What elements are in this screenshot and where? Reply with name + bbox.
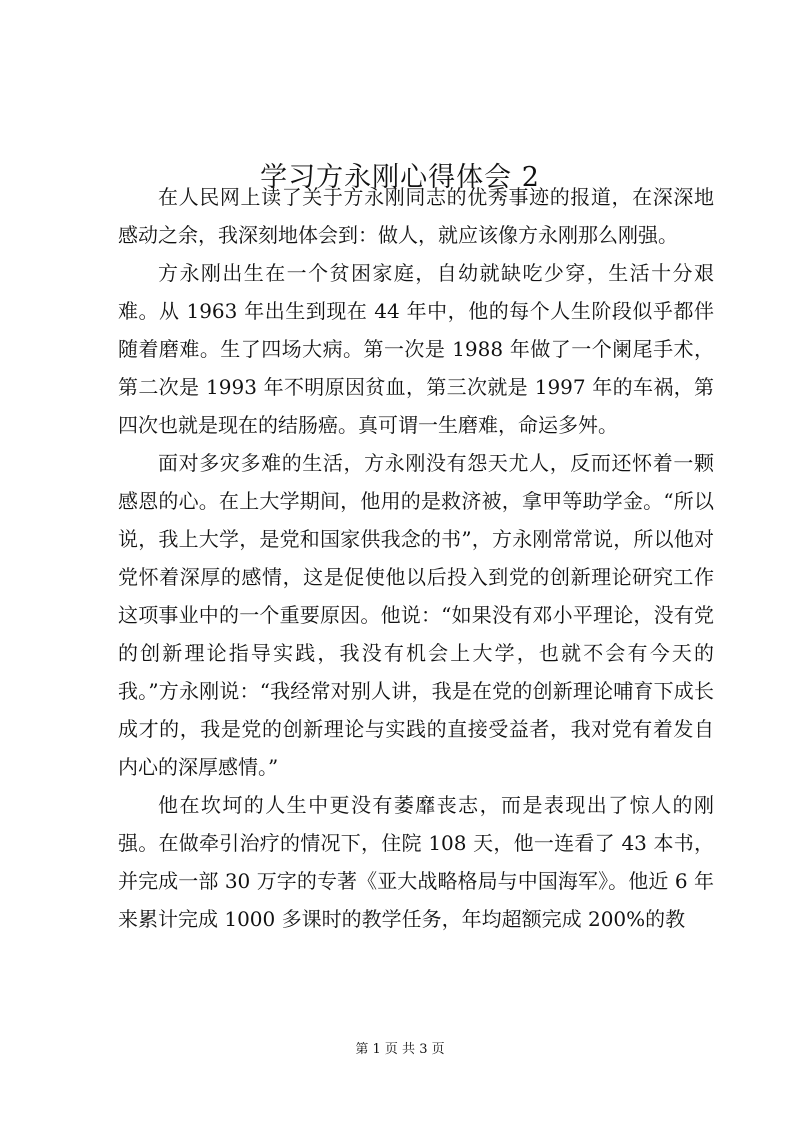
document-body bbox=[118, 178, 714, 938]
paragraph: 面对多灾多难的生活，方永刚没有怨天尤人，反而还怀着一颗感恩的心。在上大学期间，他用的是救济被，拿甲等助学金。“所以说，我上大学，是党和国家供我念的书”，方永刚常常说，所以他对党怀着深厚的感情，这是促使他以后投入到党的创新理论研究工作这项事业中的一个重要原因。他说：“如果没有邓小平理论，没有党的创新理论指导实践，我没有机会上大学，也就不会有今天的我。”方永刚说：“我经常对别人讲，我是在党的创新理论哺育下成长成才的，我是党的创新理论与实践的直接受益者，我对党有着发自内心的深厚感情。” bbox=[118, 451, 714, 779]
document-title: 学习方永刚心得体会 2 bbox=[260, 162, 540, 194]
page-footer: 第 1 页 共 3 页 bbox=[355, 1042, 445, 1057]
paragraph: 方永刚出生在一个贫困家庭，自幼就缺吃少穿，生活十分艰难。从 1963 年出生到现在 44 年中，他的每个人生阶段似乎都伴随着磨难。生了四场大病。第一次是 1988 年做了一个阑尾手术，第二次是 1993 年不明原因贫血，第三次就是 1997 年的车祸，第四次也就是现在的结肠癌。真可谓一生磨难，命运多舛。 bbox=[118, 261, 714, 437]
paragraph: 在人民网上读了关于方永刚同志的优秀事迹的报道，在深深地感动之余，我深刻地体会到：做人，就应该像方永刚那么刚强。 bbox=[118, 185, 714, 247]
paragraph: 他在坎坷的人生中更没有萎靡丧志，而是表现出了惊人的刚强。在做牵引治疗的情况下，住院 108 天，他一连看了 43 本书，并完成一部 30 万字的专著《亚大战略格局与中国海军》。他近 6 年来累计完成 1000 多课时的教学任务，年均超额完成 200%的教 bbox=[118, 793, 714, 931]
